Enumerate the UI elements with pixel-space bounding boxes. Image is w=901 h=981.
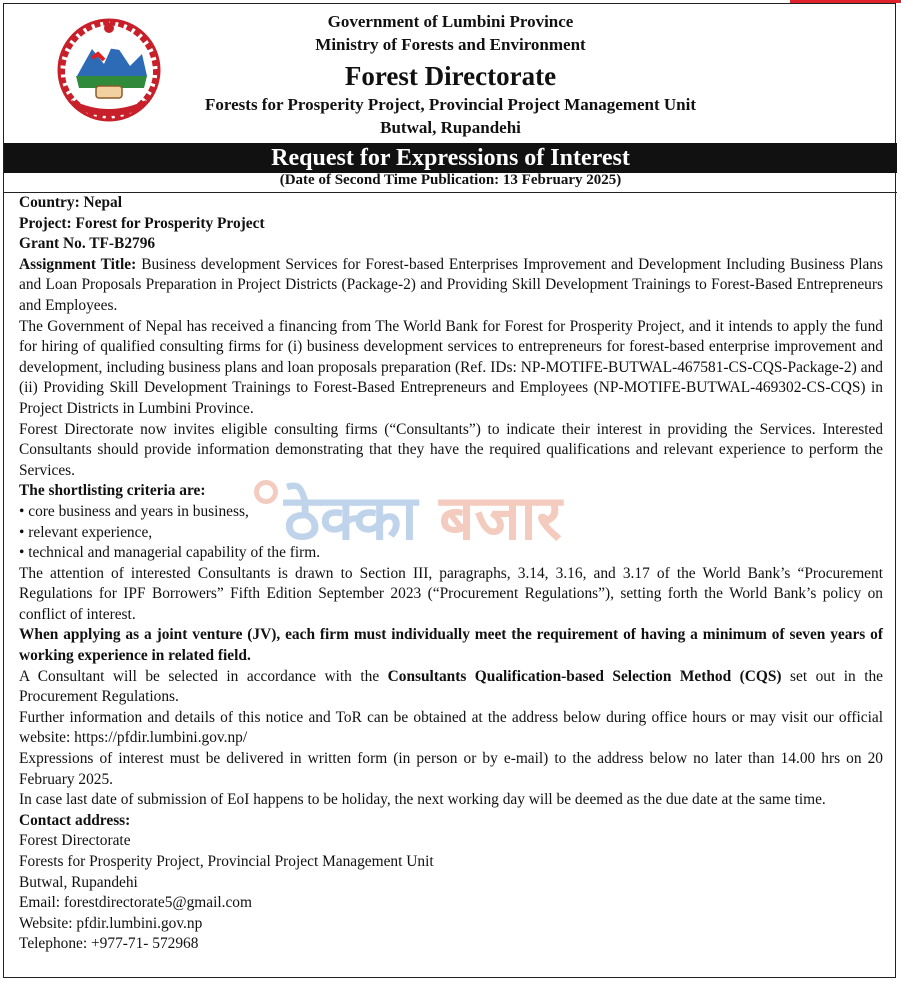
contact-website: Website: pfdir.lumbini.gov.np	[19, 914, 203, 932]
deadline-paragraph: Expressions of interest must be delivered in written form (in person or by e-mail) to the address below no later than 14.00 hrs on 20 February 2025.	[19, 750, 883, 788]
header-location: Butwal, Rupandehi	[380, 118, 521, 137]
notice-body	[19, 193, 883, 955]
grant-line: Grant No. TF-B2796	[19, 235, 156, 253]
attention-paragraph: The attention of interested Consultants is drawn to Section III, paragraphs, 3.14, 3.16, and 3.17 of the World Bank’s “Procurement Regulations for IPF Borrowers” Fifth Edition September 2023 (“Procurement Regulations”), setting forth the World Bank’s policy on conflict of interest.	[19, 564, 883, 623]
contact-email: Email: forestdirectorate5@gmail.com	[19, 894, 252, 912]
invitation-paragraph: Forest Directorate now invites eligible consulting firms (“Consultants”) to indicate their interest in providing the Services. Interested Consultants should provide information demonstrating that they have the required qualifications and relevant experience to perform the Services.	[19, 420, 883, 479]
criteria-item: • relevant experience,	[19, 523, 153, 541]
watermark-part2: बजार	[439, 481, 562, 554]
contact-telephone: Telephone: +977-71- 572968	[19, 935, 199, 953]
criteria-item: • technical and managerial capability of the firm.	[19, 544, 321, 562]
notice-header	[4, 4, 897, 141]
assignment-label: Assignment Title:	[19, 255, 137, 273]
header-government: Government of Lumbini Province	[327, 12, 574, 31]
financing-paragraph: The Government of Nepal has received a financing from The World Bank for Forest for Prosperity Project, and it intends to apply the fund for hiring of qualified consulting firms for (i) business development services to entrepreneurs for forest-based enterprise improvement and development, including business plans and loan proposals preparation (Ref. IDs: NP-MOTIFE-BUTWAL-467581-CS-CQS-Package-2) and (ii) Providing Skill Development Trainings to Forest-Based Entrepreneurs and Employees (NP-MOTIFE-BUTWAL-469302-CS-CQS) in Project Districts in Lumbini Province.	[19, 317, 883, 417]
assignment-text: Business development Services for Forest-based Enterprises Improvement and Development Including Business Plans and Loan Proposals Preparation in Project Districts (Package-2) and Providing Skill Development Trainings to Forest-Based Entrepreneurs and Employees.	[19, 255, 883, 314]
contact-line: Butwal, Rupandehi	[19, 873, 138, 891]
contact-line: Forest Directorate	[19, 832, 131, 850]
selection-method-paragraph	[19, 667, 883, 708]
selection-post: set out in the Procurement Regulations.	[19, 667, 883, 706]
contact-line: Forests for Prosperity Project, Provincial Project Management Unit	[19, 853, 434, 870]
further-info-paragraph: Further information and details of this notice and ToR can be obtained at the address below during office hours or may visit our official website: https://pfdir.lumbini.gov.np/	[19, 708, 883, 747]
country-line: Country: Nepal	[19, 194, 123, 211]
contact-heading: Contact address:	[19, 811, 131, 829]
shortlist-heading: The shortlisting criteria are:	[19, 482, 206, 500]
criteria-item: • core business and years in business,	[19, 502, 249, 520]
watermark-part1: ठेक्का	[284, 481, 418, 554]
joint-venture-paragraph: When applying as a joint venture (JV), each firm must individually meet the requirement of having a minimum of seven years of working experience in related field.	[19, 626, 883, 665]
holiday-paragraph: In case last date of submission of EoI happens to be holiday, the next working day will be deemed as the due date at the same time.	[19, 791, 826, 809]
selection-pre: A Consultant will be selected in accordance with the	[19, 667, 388, 685]
notice-title-band: Request for Expressions of Interest	[4, 143, 897, 173]
publication-date: (Date of Second Time Publication: 13 February 2025)	[279, 172, 622, 188]
notice-frame	[3, 3, 896, 978]
assignment-paragraph	[19, 255, 883, 317]
header-directorate-title: Forest Directorate	[344, 61, 557, 91]
header-project-unit: Forests for Prosperity Project, Provincial Project Management Unit	[205, 95, 696, 114]
project-line: Project: Forest for Prosperity Project	[19, 214, 265, 232]
header-ministry: Ministry of Forests and Environment	[315, 35, 586, 54]
selection-method: Consultants Qualification-based Selection Method (CQS)	[387, 667, 782, 685]
